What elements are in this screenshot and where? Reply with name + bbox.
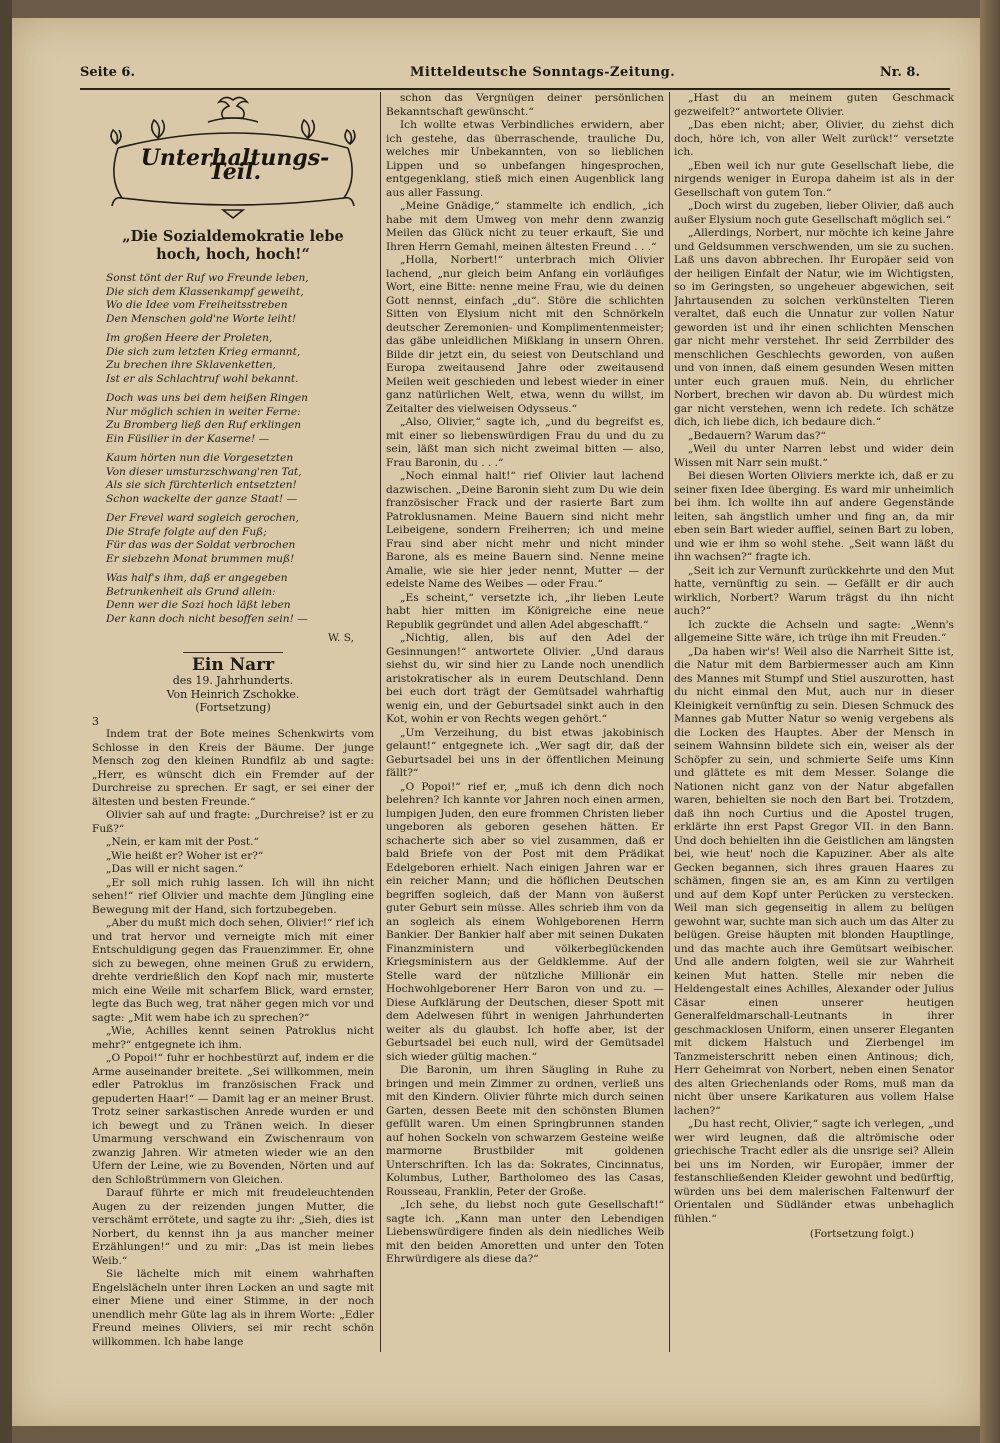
paragraph: „Wie heißt er? Woher ist er?“ bbox=[106, 849, 264, 862]
poem-title: „Die Sozialdemokratie lebe hoch, hoch, hoch!“ bbox=[122, 228, 344, 263]
header-rule bbox=[80, 88, 950, 90]
issue-number: Nr. 8. bbox=[879, 65, 920, 80]
paragraph: Ich wollte etwas Verbindliches erwidern, aber ich gestehe, das überraschende, trauliche Du, welches mir Unbekannten, von so lieblichen Lippen und so unbefangen hingesprochen, entgegenklang, stieß mich einen Augenblick lang aus aller Fassung. bbox=[386, 119, 664, 199]
paragraph: Indem trat der Bote meines Schenkwirts vom Schlosse in den Kreis der Bäume. Der junge Mensch zog den kleinen Rundfilz ab und sagte: „Herr, es wünscht dich ein Fremder auf der Durchreise zu sprechen. Er sagt, er sei einer der ältesten und besten Freunde.“ bbox=[92, 728, 374, 808]
poem-stanza: Kaum hörten nun die Vorgesetzten Von dieser umsturzschwang'ren Tat, Als sie sich fürchterlich entsetzten! Schon wackelte der ganze Staat! — bbox=[106, 452, 302, 505]
paragraph: „Ich sehe, du liebst noch gute Gesellschaft!“ sagte ich. „Kann man unter den Lebendigen Liebenswürdigere finden als dein niedliches Weib mit den beiden Amoretten und unter den Toten Ehrwürdigere als diese da?“ bbox=[386, 1199, 664, 1265]
paragraph: „Es scheint,“ versetzte ich, „ihr lieben Leute habt hier mitten im Königreiche eine neue Republik gegründet und allen Adel abgeschafft.“ bbox=[386, 591, 664, 631]
paragraph: „Du hast recht, Olivier,“ sagte ich verlegen, „und wer wird leugnen, daß die altrömische oder griechische Tracht edler als die unsrige sei? Allein bei uns im Norden, wir Europäer, immer der festanschließenden Kleider gewohnt und bedürftig, würden uns bei dem malerischen Faltenwurf der Orientalen und Südländer etwas unbehaglich fühlen.“ bbox=[674, 1118, 954, 1225]
paragraph: schon das Vergnügen deiner persönlichen Bekanntschaft gewünscht.“ bbox=[386, 92, 664, 118]
section-marker: 3 bbox=[92, 714, 99, 728]
paragraph: „Doch wirst du zugeben, lieber Olivier, daß auch außer Elysium noch gute Gesellschaft möglich sei.“ bbox=[674, 200, 954, 226]
newspaper-title: Mitteldeutsche Sonntags-Zeitung. bbox=[410, 65, 676, 80]
page-number: Seite 6. bbox=[80, 65, 135, 80]
page-edge bbox=[980, 0, 1000, 1443]
poem-stanza: Im großen Heere der Proleten, Die sich zum letzten Krieg ermannt, Zu brechen ihre Sklavenketten, Ist er als Schlachtruf wohl bekannt. bbox=[106, 332, 301, 385]
column-3 bbox=[674, 92, 954, 1352]
paragraph: „Allerdings, Norbert, nur möchte ich keine Jahre und Geldsummen verschwenden, um sie zu suchen. Laß uns davon abbrechen. Ihr Europäer seid von der heiligen Einfalt der Natur, wie im Wichtigsten, so im Geringsten, so ungeheuer abgewichen, seit Jahrtausenden zu solchen verkünstelten Tieren veraltet, daß euch die Unnatur zur vollen Natur geworden ist und ihr einen schlichten Menschen gar nicht mehr verstehet. Ihr seid Zerrbilder des menschlichen Geschlechts geworden, von außen und von innen, daß einem gesunden Wesen mitten unter euch grauen muß. Nein, du ehrlicher Norbert, brechen wir davon ab. Du würdest mich gar nicht verstehen, wenn ich redete. Ich schätze dich, ich liebe dich, ich bedaure dich.“ bbox=[674, 227, 954, 428]
column-divider bbox=[669, 92, 670, 1352]
paragraph: „O Popoi!“ fuhr er hochbestürzt auf, indem er die Arme auseinander breitete. „Sei willkommen, mein edler Patroklus im französischen Frack und gepuderten Haar!“ — Damit lag er an meiner Brust. Trotz seiner sarkastischen Anrede wurden er und ich bewegt und zu Tränen weich. In dieser Umarmung verschwand ein Zwischenraum von zwanzig Jahren. Wir atmeten wieder wie an den Ufern der Leine, wie zu Bovenden, Nörten und auf den Schloßtrümmern von Gleichen. bbox=[92, 1052, 374, 1186]
paragraph: „Seit ich zur Vernunft zurückkehrte und den Mut hatte, vernünftig zu sein. — Gefällt er dir auch wirklich, Norbert? Warum trägst du ihn nicht auch?“ bbox=[674, 564, 954, 617]
paragraph: „Also, Olivier,“ sagte ich, „und du begreifst es, mit einer so liebenswürdigen Frau du und du zu sein, läßt man sich nicht zweimal bitten — also, Frau Baronin, du . . .“ bbox=[386, 416, 664, 469]
paragraph: „Er soll mich ruhig lassen. Ich will ihn nicht sehen!“ rief Olivier und machte dem Jüngling eine Bewegung mit der Hand, sich fortzubegeben. bbox=[92, 876, 374, 916]
story-text bbox=[386, 92, 664, 1267]
story-continued: (Fortsetzung) bbox=[195, 701, 271, 714]
paragraph: „Eben weil ich nur gute Gesellschaft liebe, die nirgends weniger in Europa daheim ist als in der Gesellschaft von gutem Ton.“ bbox=[674, 159, 954, 199]
poem-stanza: Sonst tönt der Ruf wo Freunde leben, Die sich dem Klassenkampf geweiht, Wo die Idee vom Freiheitsstreben Den Menschen gold'ne Worte leiht! bbox=[106, 272, 309, 325]
paragraph: „Meine Gnädige,“ stammelte ich endlich, „ich habe mit dem Umweg von mehr denn zwanzig Meilen das Glück nicht zu teuer erkauft, Sie und Ihren Herrn Gemahl, meinen ältesten Freund . . .“ bbox=[386, 200, 664, 253]
paragraph: „O Popoi!“ rief er, „muß ich denn dich noch belehren? Ich kannte vor Jahren noch einen armen, lumpigen Juden, den eure frommen Christen lieber ungeboren als geboren gesehen hätten. Er schacherte sich aber so viel zusammen, daß er bald Briefe von der Post mit dem Prädikat Edelgeboren erhielt. Nach einigen Jahren war er ein reicher Mann; und die höflichen Deutschen begriffen sogleich, daß der Mann von äußerst guter Geburt sein müsse. Alles schrieb ihm von da an sogleich als einem Wohlgeborenen Herrn Bankier. Der Bankier half aber mit seinen Dukaten Finanzministern und völkerbeglückenden Kriegsministern aus der Geldklemme. Auf der Stelle ward der nützliche Millionär ein Hochwohlgeborener Herr Baron von und zu. — Diese Aufklärung der Deutschen, dieser Spott mit dem Adelwesen führt in wenigen Jahrhunderten weiter als du glaubst. Ich hoffe aber, ist der Geburtsadel bei euch null, wird der Gemütsadel sich wieder gültig machen.“ bbox=[386, 780, 664, 1063]
poem-stanza: Was half's ihm, daß er angegeben Betrunkenheit als Grund allein: Denn wer die Sozi hoch läßt leben Der kann doch nicht besoffen sein! — bbox=[106, 572, 308, 625]
paragraph: Ich zuckte die Achseln und sagte: „Wenn's allgemeine Sitte wäre, ich trüge ihn mit Freuden.“ bbox=[674, 618, 954, 644]
page-header bbox=[80, 65, 940, 87]
paragraph: „Wie, Achilles kennt seinen Patroklus nicht mehr?“ entgegnete ich ihm. bbox=[92, 1025, 374, 1051]
paragraph: „Das will er nicht sagen.“ bbox=[106, 863, 244, 875]
paragraph: „Da haben wir's! Weil also die Narrheit Sitte ist, die Natur mit dem Barbiermesser auch am Kinn des Mannes mit Stumpf und Stiel auszurotten, hast du nicht einmal den Mut, auch nur in dieser Kleinigkeit vernünftig zu sein. Diesen Schmuck des Mannes gab Mutter Natur so wenig vergebens als die Locken des Hauptes. Aber der Mensch in seinem Wahnsinn bildete sich ein, weiser als der Schöpfer zu sein, und schmierte Seife ums Kinn und glättete es mit dem Messer. Solange die Nationen nicht ganz von der Natur abgefallen waren, behielten sie noch den Bart bei. Trotzdem, daß ihn noch Curtius und die Apostel trugen, erklärte ihn erst Papst Gregor VII. in den Bann. Und doch behielten ihn die Geistlichen am längsten bei, wie heut' noch die Kapuziner. Aber als alte Gecken begannen, sich ihres grauen Haares zu schämen, fingen sie an, es am Kinn zu vertilgen und auf dem Kopf unter Perücken zu verstecken. Weil man sich gegenseitig in allem zu belügen gewohnt war, suchte man sich auch um das Alter zu belügen. Greise häupten mit blonden Hauptlinge, und das machte auch ihre Gemütsart weibischer. Und alle andern folgten, weil sie zur Wahrheit keinen Mut hatten. Stelle mir neben die Heldengestalt eines Achilles, Alexander oder Julius Cäsar einen unserer heutigen Generalfeldmarschall-Leutnants in ihrer geschmacklosen Uniform, einen unserer Eleganten mit dickem Halstuch und Zierbengel im Tanzmeisterschritt neben einen Antinous; dich, Herr Geheimrat von Norbert, neben einen Senator des alten Griechenlands oder Roms, muß man da nicht über unsere Karikaturen aus vollem Halse lachen?“ bbox=[674, 645, 954, 1117]
poem-signature: W. S, bbox=[327, 632, 354, 644]
section-banner bbox=[98, 92, 368, 222]
story-text bbox=[92, 728, 374, 1349]
story-title: Ein Narr bbox=[191, 654, 275, 675]
continued-note: (Fortsetzung folgt.) bbox=[809, 1228, 914, 1240]
paragraph: „Noch einmal halt!“ rief Olivier laut lachend dazwischen. „Deine Baronin sieht zum Du wie dein französischer Frack und der rasierte Bart zum Patroklusnamen. Meine Bauern sind nicht mehr Leibeigene, sondern Freiherren; ich und meine Frau sind aber nicht mehr und nicht minder Barone, als es meine Bauern sind. Nenne meine Amalie, wie sie hier jeder nennt, Mutter — der edelste Name des Weibes — oder Frau.“ bbox=[386, 470, 664, 590]
paragraph: „Um Verzeihung, du bist etwas jakobinisch gelaunt!“ entgegnete ich. „Wer sagt dir, daß der Geburtsadel bei uns in der öffentlichen Meinung fällt?“ bbox=[386, 726, 664, 779]
paragraph: Sie lächelte mich mit einem wahrhaften Engelslächeln unter ihren Locken an und sagte mit einer Miene und einer Stimme, in der noch unendlich mehr Güte lag als in ihrem Worte: „Edler Freund meines Oliviers, sei mir recht schön willkommen. Ich habe lange bbox=[92, 1268, 374, 1348]
book-binding bbox=[0, 0, 12, 1443]
paragraph: „Bedauern? Warum das?“ bbox=[688, 429, 826, 442]
story-text bbox=[674, 92, 954, 1226]
divider bbox=[183, 652, 283, 653]
column-divider bbox=[380, 92, 381, 1352]
paragraph: Die Baronin, um ihren Säugling in Ruhe zu bringen und mein Zimmer zu ordnen, verließ uns mit den Kindern. Olivier führte mich durch seinen Garten, dessen Beete mit den schönsten Blumen gefüllt waren. Um einen Springbrunnen standen auf hohen Sockeln von schwarzem Gesteine weiße marmorne Brustbilder mit goldenen Unterschriften. Ich las da: Sokrates, Cincinnatus, Kolumbus, Luther, Bartholomeo des las Casas, Rousseau, Franklin, Peter der Große. bbox=[386, 1064, 664, 1198]
column-2 bbox=[386, 92, 664, 1352]
paragraph: Olivier sah auf und fragte: „Durchreise? ist er zu Fuß?“ bbox=[92, 809, 374, 835]
paragraph: „Weil du unter Narren lebst und wider dein Wissen mit Narr sein mußt.“ bbox=[674, 443, 954, 469]
paragraph: „Hast du an meinem guten Geschmack gezweifelt?“ antwortete Olivier. bbox=[674, 92, 954, 118]
paragraph: „Nichtig, allen, bis auf den Adel der Gesinnungen!“ antwortete Olivier. „Und daraus siehst du, wir sind hier zu Lande noch unendlich aristokratischer als in eurem Deutschland. Denn bei euch dort trägt der Gemütsadel wahrhaftig wenig ein, und der Geburtsadel sinkt auch in den Kot, wohin er von Rechts wegen gehört.“ bbox=[386, 632, 664, 725]
paragraph: Darauf führte er mich mit freudeleuchtenden Augen zu der reizenden jungen Mutter, die verschämt errötete, und sagte zu ihr: „Sieh, dies ist Norbert, du kennst ihn ja aus mancher meiner Erzählungen!“ und zu mir: „Das ist mein liebes Weib.“ bbox=[92, 1187, 374, 1267]
story-subtitle: des 19. Jahrhunderts. bbox=[172, 674, 294, 687]
poem-stanza: Der Frevel ward sogleich gerochen, Die Strafe folgte auf den Fuß; Für das was der Soldat verbrochen Er siebzehn Monat brummen muß! bbox=[106, 512, 299, 565]
section-title: Unterhaltungs-Teil. bbox=[140, 145, 330, 185]
column-1 bbox=[92, 92, 374, 1352]
story-author: Von Heinrich Zschokke. bbox=[166, 687, 300, 701]
paragraph: Bei diesen Worten Oliviers merkte ich, daß er zu seiner fixen Idee überging. Es ward mir unheimlich bei ihm. Ich wollte ihn auf andere Gegenstände leiten, sah ängstlich umher und fing an, da mir eben sein Bart wieder auffiel, seinen Bart zu loben, und wie er ihm so wohl stehe. „Seit wann läßt du ihn wachsen?“ fragte ich. bbox=[674, 470, 954, 563]
paragraph: „Das eben nicht; aber, Olivier, du ziehst dich doch, höre ich, von aller Welt zurück!“ versetzte ich. bbox=[674, 119, 954, 158]
paragraph: „Nein, er kam mit der Post.“ bbox=[106, 836, 259, 848]
paragraph: „Holla, Norbert!“ unterbrach mich Olivier lachend, „nur gleich beim Anfang ein vorläufiges Wort, eine Bitte: nenne meine Frau, wie du deinen Gott nennst, einfach „du“. Störe die schlichten Sitten von Elysium nicht mit den Schnörkeln deutscher Zeremonien- und Komplimentenmeister; das gäbe unleidlichen Mißklang in unsern Ohren. Bilde dir jetzt ein, du seiest von Deutschland und Europa zweitausend Jahre oder zweitausend Meilen weit geschieden und lebest wieder in einer ganz natürlichen Welt, etwa, wenn du willst, im Zeitalter des vielweisen Odysseus.“ bbox=[386, 254, 664, 415]
poem-stanza: Doch was uns bei dem heißen Ringen Nur möglich schien in weiter Ferne: Zu Bromberg ließ den Ruf erklingen Ein Füsilier in der Kaserne! — bbox=[106, 392, 308, 445]
paragraph: „Aber du mußt mich doch sehen, Olivier!“ rief ich und trat hervor und verneigte mich mit einer Entschuldigung gegen das Frauenzimmer. Er, ohne sich zu bewegen, ohne meinen Gruß zu erwidern, drehte verdrießlich den Kopf nach mir, musterte mich eine Weile mit scharfem Blick, ward ernster, legte das Buch weg, trat näher gegen mich vor und sagte: „Mit wem habe ich zu sprechen?“ bbox=[92, 917, 374, 1024]
